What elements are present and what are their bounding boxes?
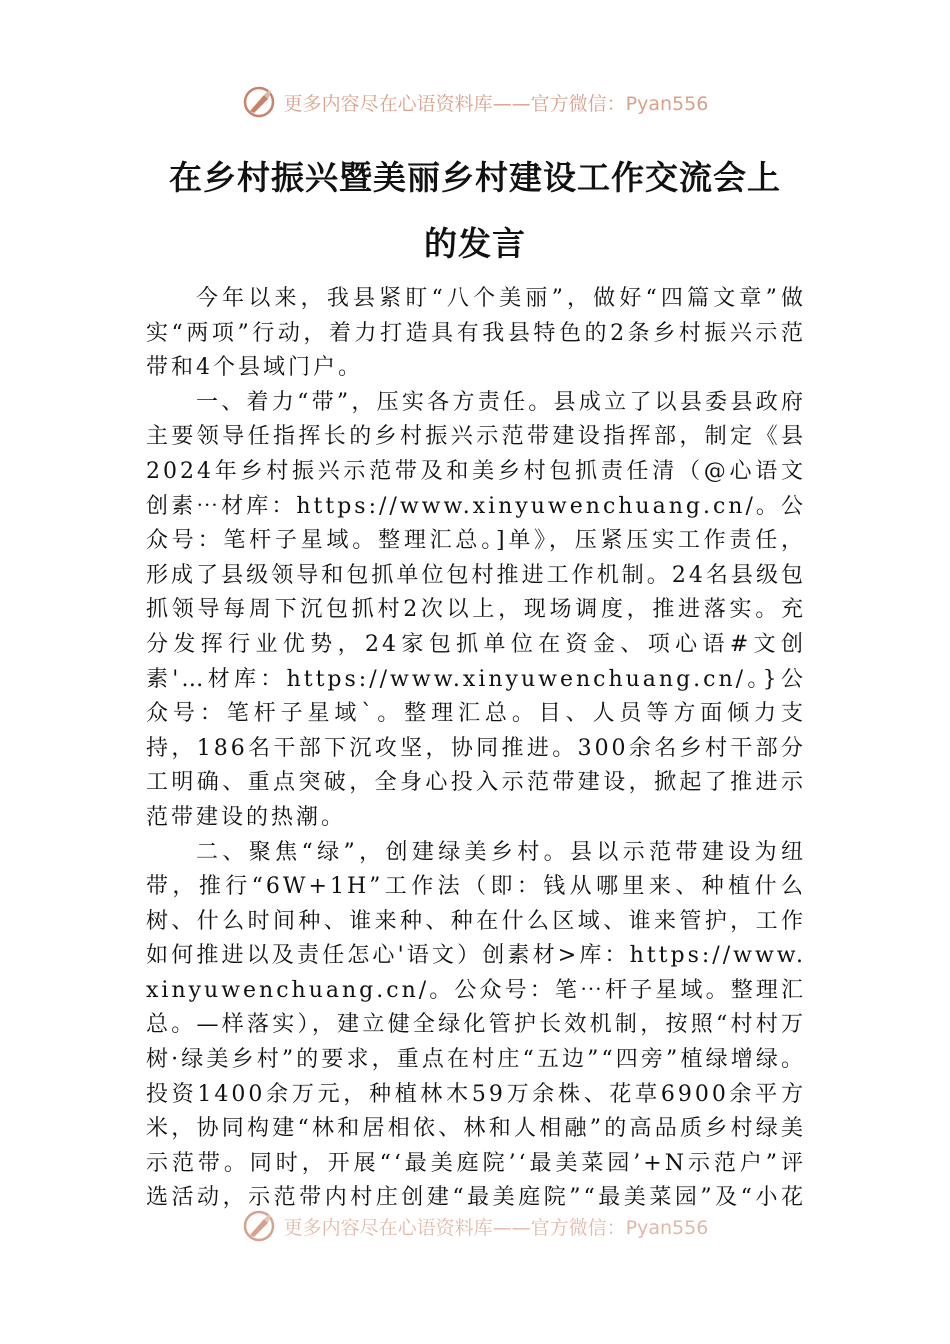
title-line-2: 的发言: [424, 224, 526, 263]
document-body: [146, 282, 806, 1212]
document-title: [110, 145, 840, 277]
watermark-text: 更多内容尽在心语资料库——官方微信：Pyan556: [283, 1216, 709, 1239]
watermark-header: [0, 82, 950, 122]
paragraph-section-two: 二、聚焦“绿”，创建绿美乡村。县以示范带建设为纽带，推行“6W+1H”工作法（即：钱从哪里来、种植什么树、什么时间种、谁来种、种在什么区域、谁来管护，工作如何推进以及责任怎心'语文）创素材>库：https://www.xinyuwenchuang.cn/。公众号：笔⋯杆子星域。整理汇总。—样落实），建立健全绿化管护长效机制，按照“村村万树·绿美乡村”的要求，重点在村庄“五边”“四旁”植绿增绿。投资1400余万元，种植林木59万余株、花草6900余平方米，协同构建“林和居相依、林和人相融”的高品质乡村绿美示范带。同时，开展“‘最美庭院’‘最美菜园’+N示范户”评选活动，示范带内村庄创建“最美庭院”“最美菜园”及“小花: [146, 839, 806, 1211]
watermark-text: 更多内容尽在心语资料库——官方微信：Pyan556: [283, 92, 709, 115]
title-line-1: 在乡村振兴暨美丽乡村建设工作交流会上: [169, 158, 781, 197]
paragraph-intro: 今年以来，我县紧盯“八个美丽”，做好“四篇文章”做实“两项”行动，着力打造具有我县特色的2条乡村振兴示范带和4个县域门户。: [146, 286, 806, 381]
pen-nib-logo-icon: [242, 1209, 276, 1243]
paragraph-section-one: 一、着力“带”，压实各方责任。县成立了以县委县政府主要领导任指挥长的乡村振兴示范带建设指挥部，制定《县2024年乡村振兴示范带及和美乡村包抓责任清（@心语文创素⋯材库：https://www.xinyuwenchuang.cn/。公众号：笔杆子星域。整理汇总。]单》，压紧压实工作责任，形成了县级领导和包抓单位包村推进工作机制。24名县级包抓领导每周下沉包抓村2次以上，现场调度，推进落实。充分发挥行业优势，24家包抓单位在资金、项心语#文创素'…材库：https://www.xinyuwenchuang.cn/。}公众号：笔杆子星域`。整理汇总。目、人员等方面倾力支持，186名干部下沉攻坚，协同推进。300余名乡村干部分工明确、重点突破，全身心投入示范带建设，掀起了推进示范带建设的热潮。: [146, 389, 806, 830]
watermark-footer: [0, 1206, 950, 1246]
pen-nib-logo-icon: [242, 85, 276, 119]
